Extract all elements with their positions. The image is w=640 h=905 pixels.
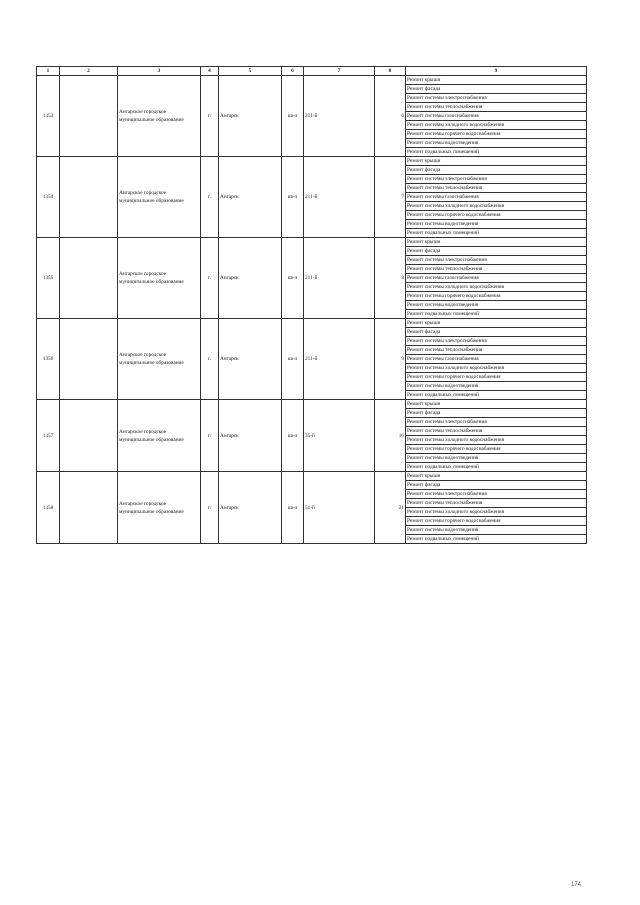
house-cell: 7: [375, 157, 406, 238]
repair-work-cell: Ремонт системы электроснабжения: [406, 175, 587, 184]
repair-work-cell: Ремонт подвальных помещений: [406, 148, 587, 157]
repair-work-cell: Ремонт фасада: [406, 85, 587, 94]
repair-work-cell: Ремонт системы холодного водоснабжения: [406, 121, 587, 130]
street-cell: 211-й: [304, 157, 375, 238]
repair-work-cell: Ремонт системы газоснабжения: [406, 274, 587, 283]
street-cell: 211-й: [304, 238, 375, 319]
repair-work-cell: Ремонт системы теплоснабжения: [406, 184, 587, 193]
repair-work-cell: Ремонт подвальных помещений: [406, 229, 587, 238]
repair-work-cell: Ремонт системы холодного водоснабжения: [406, 508, 587, 517]
repair-work-cell: Ремонт системы водоотведения: [406, 382, 587, 391]
repair-work-cell: Ремонт системы теплоснабжения: [406, 346, 587, 355]
repair-work-cell: Ремонт системы электроснабжения: [406, 490, 587, 499]
row-number: 1358: [37, 472, 60, 544]
municipality-cell: Ангарское городское муниципальное образование: [118, 157, 201, 238]
repair-work-cell: Ремонт системы электроснабжения: [406, 418, 587, 427]
col-header: 2: [60, 67, 118, 76]
settlement-type-cell: г.: [201, 76, 219, 157]
municipality-cell: Ангарское городское муниципальное образование: [118, 472, 201, 544]
repair-work-cell: Ремонт системы электроснабжения: [406, 337, 587, 346]
street-cell: 51-й: [304, 472, 375, 544]
col2-cell: [60, 319, 118, 400]
table-row: [37, 400, 587, 409]
repair-work-cell: Ремонт системы водоотведения: [406, 454, 587, 463]
repair-work-cell: Ремонт системы горячего водоснабжения: [406, 130, 587, 139]
house-cell: 21: [375, 472, 406, 544]
row-number: 1354: [37, 157, 60, 238]
repair-work-cell: Ремонт крыши: [406, 76, 587, 85]
repair-work-cell: Ремонт фасада: [406, 409, 587, 418]
repair-work-cell: Ремонт системы газоснабжения: [406, 355, 587, 364]
col2-cell: [60, 472, 118, 544]
repair-work-cell: Ремонт системы горячего водоснабжения: [406, 211, 587, 220]
repair-work-cell: Ремонт системы холодного водоснабжения: [406, 283, 587, 292]
repair-work-cell: Ремонт подвальных помещений: [406, 310, 587, 319]
repair-work-cell: Ремонт системы горячего водоснабжения: [406, 373, 587, 382]
table-row: [37, 157, 587, 166]
repair-work-cell: Ремонт системы газоснабжения: [406, 112, 587, 121]
repair-work-cell: Ремонт подвальных помещений: [406, 463, 587, 472]
repair-work-cell: Ремонт системы горячего водоснабжения: [406, 517, 587, 526]
repair-work-cell: Ремонт крыши: [406, 400, 587, 409]
house-cell: 8: [375, 238, 406, 319]
repair-work-cell: Ремонт системы водоотведения: [406, 301, 587, 310]
row-number: 1353: [37, 76, 60, 157]
row-number: 1356: [37, 319, 60, 400]
repair-work-cell: Ремонт системы электроснабжения: [406, 94, 587, 103]
col-header: 4: [201, 67, 219, 76]
street-cell: 211-й: [304, 319, 375, 400]
street-cell: 35-й: [304, 400, 375, 472]
repair-work-cell: Ремонт подвальных помещений: [406, 535, 587, 544]
table-row: [37, 472, 587, 481]
repair-work-cell: Ремонт подвальных помещений: [406, 391, 587, 400]
col2-cell: [60, 76, 118, 157]
table-row: [37, 319, 587, 328]
street-type-cell: кв-л: [282, 472, 304, 544]
repair-work-cell: Ремонт системы теплоснабжения: [406, 265, 587, 274]
repair-work-cell: Ремонт системы холодного водоснабжения: [406, 202, 587, 211]
municipality-cell: Ангарское городское муниципальное образование: [118, 319, 201, 400]
col2-cell: [60, 157, 118, 238]
repair-work-cell: Ремонт крыши: [406, 319, 587, 328]
repair-work-cell: Ремонт системы горячего водоснабжения: [406, 292, 587, 301]
municipality-cell: Ангарское городское муниципальное образование: [118, 76, 201, 157]
col-header: 6: [282, 67, 304, 76]
street-cell: 211-й: [304, 76, 375, 157]
repair-work-cell: Ремонт фасада: [406, 166, 587, 175]
page-number: 174: [571, 882, 582, 888]
col-header: 9: [406, 67, 587, 76]
city-cell: Ангарск: [219, 157, 282, 238]
house-cell: 16: [375, 400, 406, 472]
col-header: 5: [219, 67, 282, 76]
col-header: 7: [304, 67, 375, 76]
repair-work-cell: Ремонт системы горячего водоснабжения: [406, 445, 587, 454]
street-type-cell: кв-л: [282, 157, 304, 238]
repair-work-cell: Ремонт крыши: [406, 472, 587, 481]
repair-work-cell: Ремонт фасада: [406, 247, 587, 256]
repair-work-cell: Ремонт системы водоотведения: [406, 220, 587, 229]
settlement-type-cell: г.: [201, 157, 219, 238]
repair-program-table: [36, 66, 587, 544]
settlement-type-cell: г.: [201, 319, 219, 400]
settlement-type-cell: г.: [201, 400, 219, 472]
row-number: 1355: [37, 238, 60, 319]
table-row: [37, 238, 587, 247]
city-cell: Ангарск: [219, 76, 282, 157]
street-type-cell: кв-л: [282, 238, 304, 319]
repair-work-cell: Ремонт фасада: [406, 328, 587, 337]
header-row: [37, 67, 587, 76]
house-cell: 9: [375, 319, 406, 400]
repair-work-cell: Ремонт системы теплоснабжения: [406, 103, 587, 112]
repair-work-cell: Ремонт системы водоотведения: [406, 139, 587, 148]
repair-work-cell: Ремонт крыши: [406, 157, 587, 166]
repair-work-cell: Ремонт системы холодного водоснабжения: [406, 364, 587, 373]
col2-cell: [60, 400, 118, 472]
table-row: [37, 76, 587, 85]
repair-work-cell: Ремонт системы холодного водоснабжения: [406, 436, 587, 445]
city-cell: Ангарск: [219, 400, 282, 472]
repair-work-cell: Ремонт системы теплоснабжения: [406, 499, 587, 508]
city-cell: Ангарск: [219, 319, 282, 400]
col-header: 1: [37, 67, 60, 76]
col2-cell: [60, 238, 118, 319]
repair-work-cell: Ремонт фасада: [406, 481, 587, 490]
col-header: 8: [375, 67, 406, 76]
settlement-type-cell: г.: [201, 472, 219, 544]
street-type-cell: кв-л: [282, 76, 304, 157]
repair-work-cell: Ремонт системы водоотведения: [406, 526, 587, 535]
city-cell: Ангарск: [219, 472, 282, 544]
street-type-cell: кв-л: [282, 400, 304, 472]
city-cell: Ангарск: [219, 238, 282, 319]
municipality-cell: Ангарское городское муниципальное образование: [118, 400, 201, 472]
house-cell: 6: [375, 76, 406, 157]
repair-work-cell: Ремонт системы теплоснабжения: [406, 427, 587, 436]
municipality-cell: Ангарское городское муниципальное образование: [118, 238, 201, 319]
repair-work-cell: Ремонт крыши: [406, 238, 587, 247]
row-number: 1357: [37, 400, 60, 472]
street-type-cell: кв-л: [282, 319, 304, 400]
repair-work-cell: Ремонт системы электроснабжения: [406, 256, 587, 265]
repair-work-cell: Ремонт системы газоснабжения: [406, 193, 587, 202]
settlement-type-cell: г.: [201, 238, 219, 319]
col-header: 3: [118, 67, 201, 76]
